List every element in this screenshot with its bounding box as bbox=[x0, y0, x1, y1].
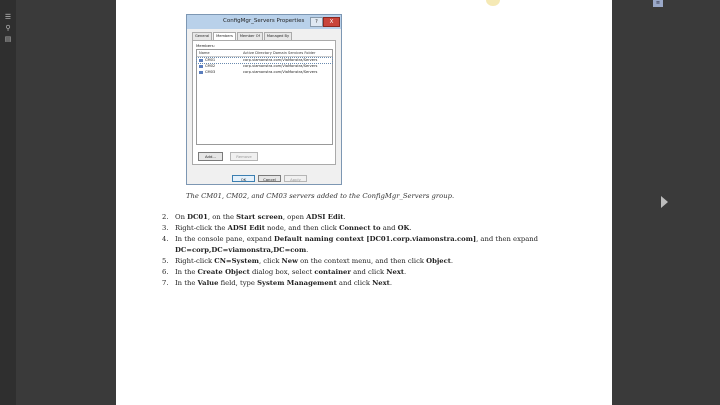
remove-button: Remove bbox=[230, 152, 258, 161]
member-folder: corp.viamonstra.com/ViaMonstra/Servers bbox=[243, 64, 318, 68]
ok-button: OK bbox=[232, 175, 255, 182]
computer-icon bbox=[199, 71, 203, 74]
members-list bbox=[196, 49, 333, 145]
tab-member-of: Member Of bbox=[237, 32, 263, 40]
list-item bbox=[197, 58, 332, 63]
member-folder: corp.viamonstra.com/ViaMonstra/Servers bbox=[243, 58, 318, 62]
tab-members: Members bbox=[213, 32, 236, 40]
menu-icon[interactable]: ☰ bbox=[4, 13, 12, 21]
list-item: 6. In the Create Object dialog box, select container and click Next. bbox=[162, 268, 407, 276]
member-name: CM03 bbox=[205, 70, 216, 74]
computer-icon bbox=[199, 65, 203, 68]
dialog-tabs bbox=[192, 32, 293, 40]
members-panel bbox=[192, 40, 336, 165]
computer-icon bbox=[199, 59, 203, 62]
list-item: 5. Right-click CN=System, click New on the context menu, and then click Object. bbox=[162, 257, 454, 265]
list-item bbox=[197, 64, 332, 69]
list-item: 2. On DC01, on the Start screen, open ADSI Edit. bbox=[162, 213, 346, 221]
tab-managed-by: Managed By bbox=[264, 32, 292, 40]
dialog-title: ConfigMgr_Servers Properties bbox=[223, 18, 305, 24]
list-item: 7. In the Value field, type System Management and click Next. bbox=[162, 279, 392, 287]
list-item: 3. Right-click the ADSI Edit node, and then click Connect to and OK. bbox=[162, 224, 412, 232]
member-folder: corp.viamonstra.com/ViaMonstra/Servers bbox=[243, 70, 318, 74]
dialog-titlebar bbox=[187, 15, 341, 29]
search-icon[interactable]: ⚲ bbox=[5, 24, 11, 32]
tab-general: General bbox=[192, 32, 212, 40]
list-header bbox=[197, 50, 332, 57]
column-name: Name bbox=[199, 51, 210, 55]
close-button: X bbox=[323, 17, 340, 27]
member-name: CM02 bbox=[205, 64, 216, 68]
add-button: Add... bbox=[198, 152, 223, 161]
instruction-steps bbox=[162, 212, 602, 289]
view-toggle-button[interactable]: ≡ bbox=[653, 0, 663, 7]
list-item: 4. In the console pane, expand Default naming context [DC01.corp.viamonstra.com], and then expand DC=corp,DC=viamonstra,DC=com. bbox=[162, 235, 539, 254]
list-item bbox=[197, 70, 332, 75]
bookmark-icon[interactable]: ▤ bbox=[4, 35, 12, 43]
help-button: ? bbox=[310, 17, 323, 27]
next-page-arrow-icon[interactable] bbox=[661, 196, 668, 208]
member-name: CM01 bbox=[205, 58, 216, 62]
left-toolbar bbox=[0, 0, 16, 405]
members-label: Members: bbox=[196, 43, 215, 48]
apply-button: Apply bbox=[284, 175, 307, 182]
figure-caption: The CM01, CM02, and CM03 servers added to the ConfigMgr_Servers group. bbox=[186, 192, 455, 200]
cancel-button: Cancel bbox=[258, 175, 281, 182]
properties-dialog-screenshot bbox=[186, 14, 342, 185]
column-folder: Active Directory Domain Services Folder bbox=[243, 51, 316, 55]
